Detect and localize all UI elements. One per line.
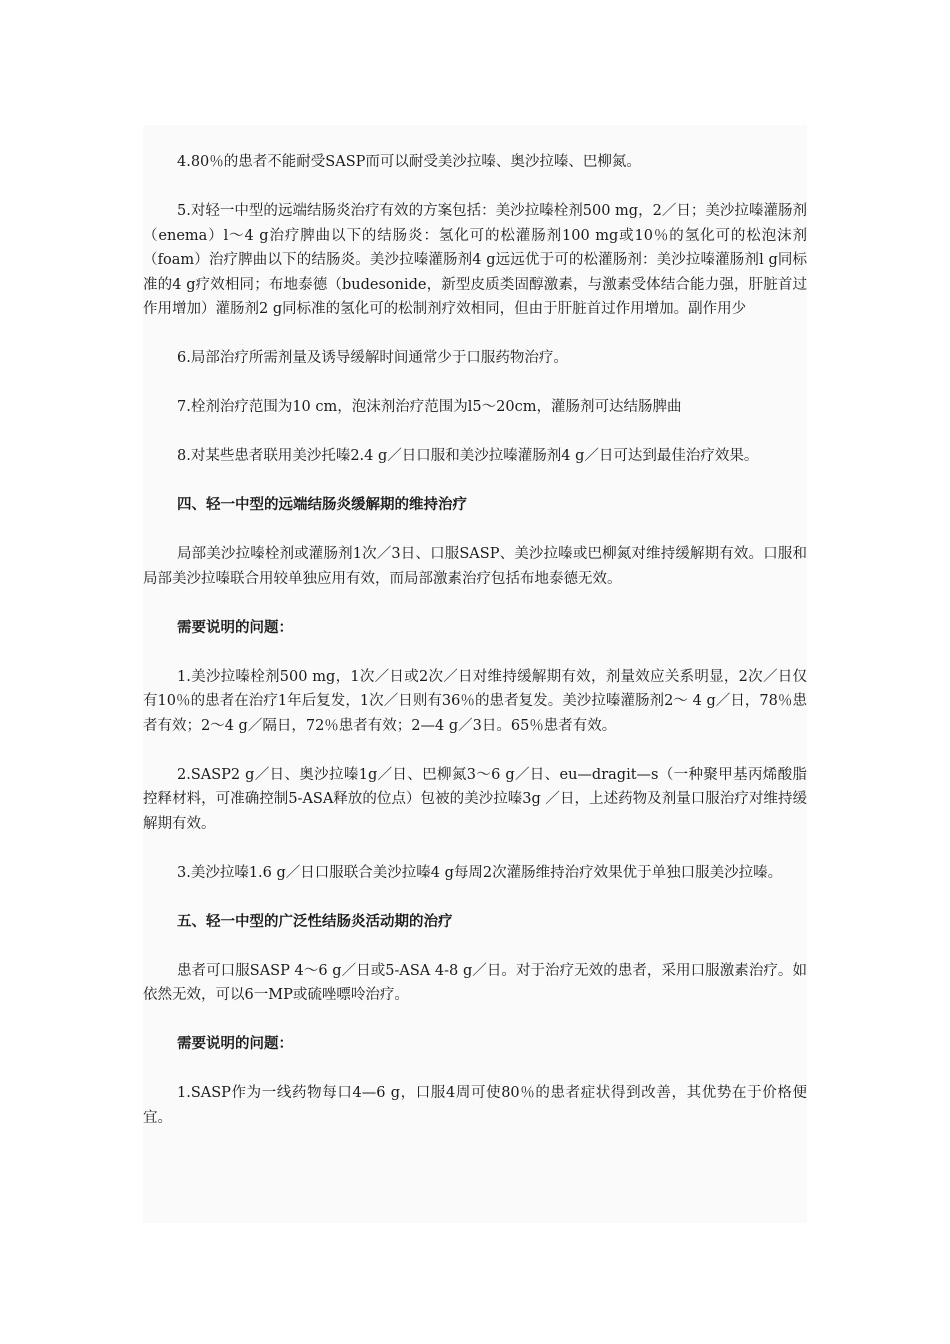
notes-heading: 需要说明的问题： [177, 1036, 293, 1052]
note-item-2: 2.SASP2 g／日、奥沙拉嗪1g／日、巴柳氮3～6 g／日、eu—dragit—s（一种聚甲基丙烯酸脂控释材料，可准确控制5-ASA释放的位点）包被的美沙拉嗪3g ／日，上述药物及剂量口服治疗对维持缓解期有效。 [143, 766, 807, 832]
document-body [143, 150, 807, 1155]
note-item-1: 1.美沙拉嗪栓剂500 mg，1次／日或2次／日对维持缓解期有效，剂量效应关系明显，2次／日仅有10％的患者在治疗1年后复发，1次／日则有36％的患者复发。美沙拉嗪灌肠剂2～ 4 g／日，78％患者有效；2～4 g／隔日，72％患者有效；2—4 g／3日。65％患者有效。 [143, 668, 807, 734]
paragraph-6: 6.局部治疗所需剂量及诱导缓解时间通常少于口服药物治疗。 [177, 350, 568, 366]
section-heading-4: 四、轻一中型的远端结肠炎缓解期的维持治疗 [177, 497, 467, 513]
section-heading-5: 五、轻一中型的广泛性结肠炎活动期的治疗 [177, 913, 453, 930]
note-item-3: 3.美沙拉嗪1.6 g／日口服联合美沙拉嗪4 g每周2次灌肠维持治疗效果优于单独口服美沙拉嗪。 [177, 864, 783, 881]
paragraph-7: 7.栓剂治疗范围为10 cm，泡沫剂治疗范围为l5～20cm，灌肠剂可达结肠脾曲 [177, 399, 682, 415]
notes-heading: 需要说明的问题： [177, 619, 293, 636]
paragraph-5: 5.对轻一中型的远端结肠炎治疗有效的方案包括：美沙拉嗪栓剂500 mg，2／日；美沙拉嗪灌肠剂（enema）l～4 g治疗脾曲以下的结肠炎：氢化可的松灌肠剂100 mg或10％的氢化可的松泡沫剂（foam）治疗脾曲以下的结肠炎。美沙拉嗪灌肠剂4 g远远优于可的松灌肠剂：美沙拉嗪灌肠剂l g同标准的4 g疗效相同；布地泰德（budesonide，新型皮质类固醇激素，与激素受体结合能力强，肝脏首过作用增加）灌肠剂2 g同标准的氢化可的松制剂疗效相同，但由于肝脏首过作用增加。副作用少 [143, 203, 807, 317]
paragraph-8: 8.对某些患者联用美沙托嗪2.4 g／日口服和美沙拉嗪灌肠剂4 g／日可达到最佳治疗效果。 [177, 448, 759, 464]
note-item-1: 1.SASP作为一线药物每口4—6 g，口服4周可使80％的患者症状得到改善，其优势在于价格便宜。 [143, 1085, 807, 1126]
section-5-body: 患者可口服SASP 4～6 g／日或5-ASA 4-8 g／日。对于治疗无效的患者，采用口服激素治疗。如依然无效，可以6一MP或硫唑嘌呤治疗。 [143, 962, 807, 1003]
section-4-body: 局部美沙拉嗪栓剂或灌肠剂1次／3日、口服SASP、美沙拉嗪或巴柳氮对维持缓解期有效。口服和局部美沙拉嗪联合用较单独应用有效，而局部激素治疗包括布地泰德无效。 [143, 546, 807, 587]
paragraph-4: 4.80％的患者不能耐受SASP而可以耐受美沙拉嗪、奥沙拉嗪、巴柳氮。 [177, 154, 641, 170]
